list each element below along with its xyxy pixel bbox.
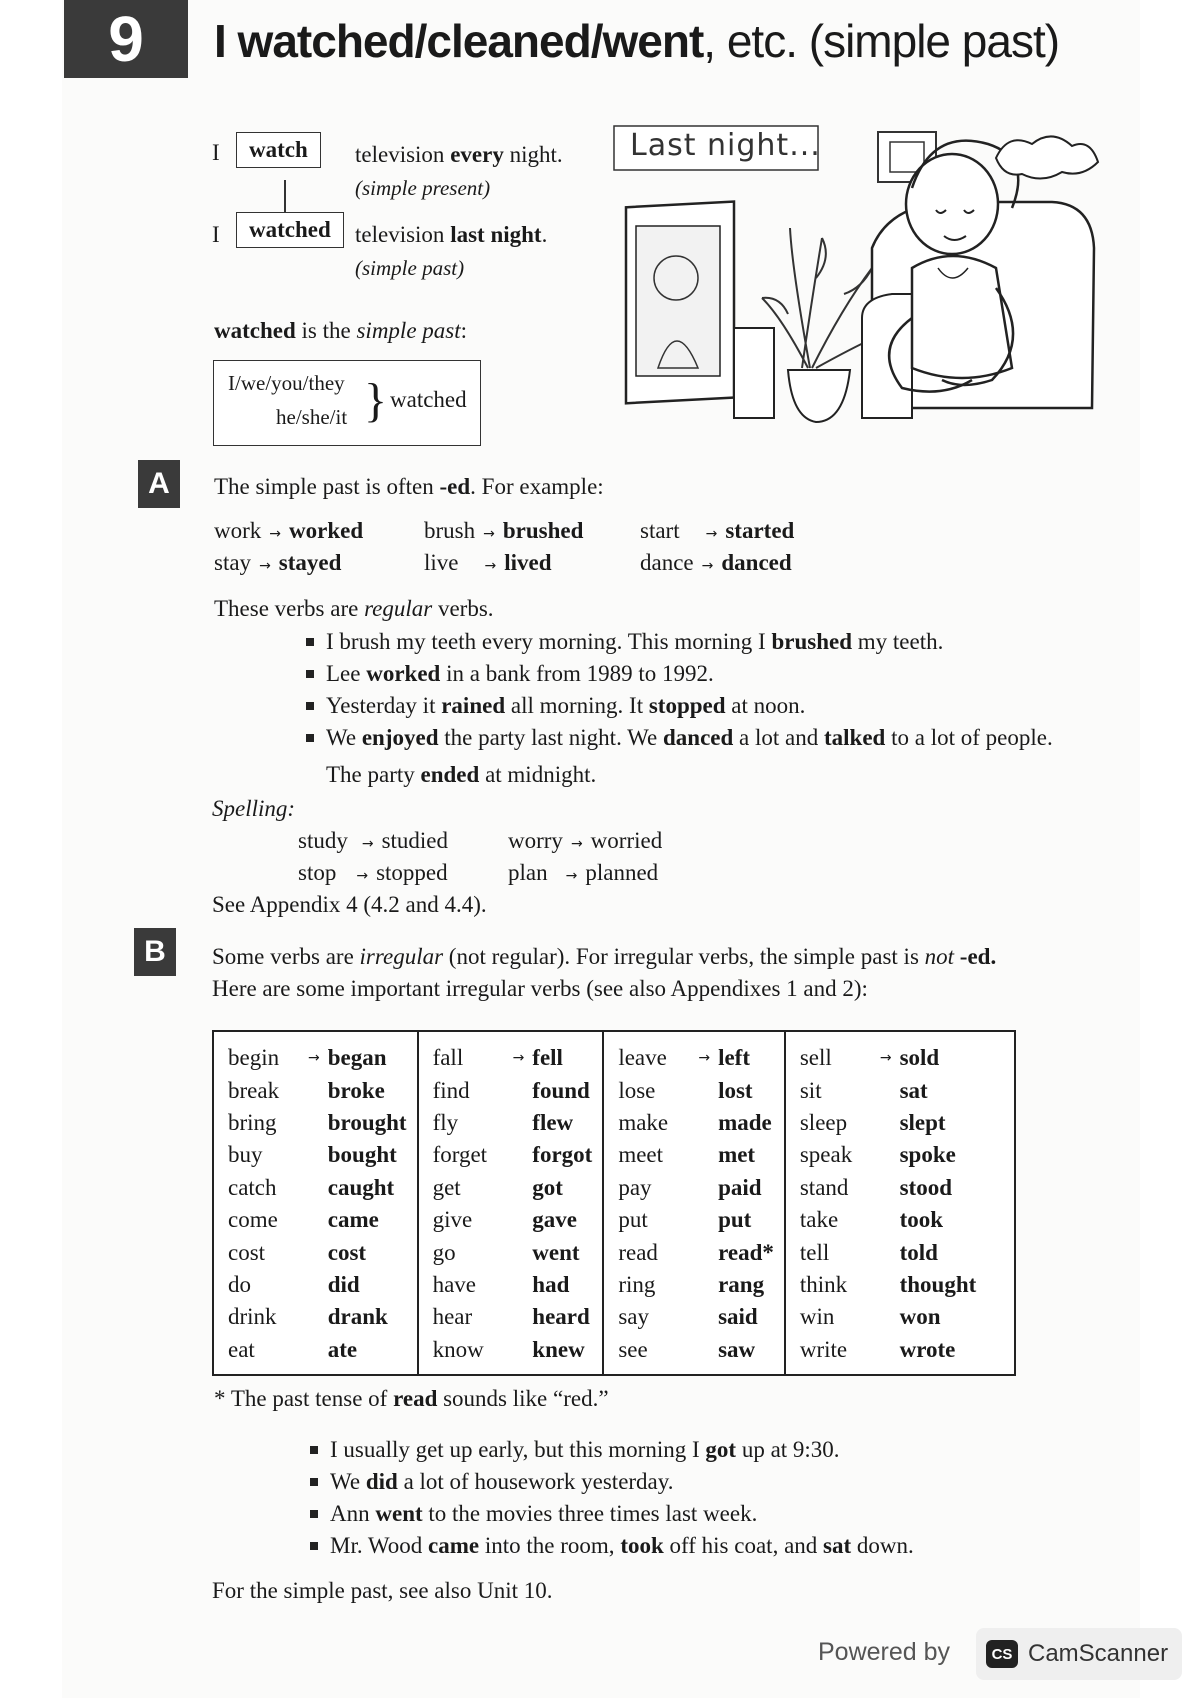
list-item: We did a lot of housework yesterday. (308, 1466, 1108, 1498)
intro-row1-text-a: television (355, 142, 451, 167)
verb-pair: say said (618, 1304, 758, 1330)
verb-pair: drink drank (228, 1304, 388, 1330)
verb-pair: get got (432, 1174, 563, 1200)
example-past: stayed (278, 550, 342, 575)
regular-note (214, 596, 494, 622)
arrow-icon: → (484, 558, 497, 574)
arrow-icon: → (570, 836, 583, 852)
intro-row1-text-b: every (450, 142, 504, 167)
example-base: live (424, 550, 459, 575)
verb-pair: sit sat (799, 1077, 928, 1103)
verb-pair: put put (618, 1207, 752, 1233)
verb-pair: see saw (618, 1336, 756, 1362)
example-base: dance (640, 550, 694, 575)
example-pair (424, 518, 583, 544)
verb-pair: win won (799, 1304, 941, 1330)
arrow-icon: → (701, 558, 714, 574)
arrow-icon: → (308, 1050, 320, 1067)
pronoun-box-line1: I/we/you/they (228, 371, 345, 395)
spelling-pair: worry → worried (508, 828, 663, 853)
verb-pair: sleep slept (799, 1109, 946, 1135)
illustration (612, 118, 1102, 436)
verb-pair: fly flew (432, 1109, 574, 1135)
section-b-letter: B (134, 928, 176, 976)
intro-row1-sentence (355, 142, 563, 168)
example-base: stay (214, 550, 252, 575)
list-item: I brush my teeth every morning. This morning I brushed my teeth. (304, 626, 1124, 658)
example-past: worked (289, 518, 364, 543)
spelling-label: Spelling: (212, 796, 296, 821)
section-b-examples (308, 1434, 1108, 1562)
example-pair (424, 550, 552, 576)
verb-pair: write wrote (799, 1336, 956, 1362)
intro-row2-text-a: television (355, 222, 451, 247)
example-pair (640, 550, 792, 576)
verb-pair: read read* (618, 1239, 774, 1265)
intro-row1-verb-box (236, 132, 321, 168)
arrow-icon: → (879, 1050, 892, 1067)
verb-pair: give gave (432, 1207, 578, 1233)
verb-pair: meet met (618, 1142, 756, 1168)
verb-pair: leave → left (618, 1045, 750, 1071)
verb-pair: think thought (799, 1271, 977, 1297)
example-base: start (640, 518, 680, 543)
pronoun-box-verb: watched (390, 387, 467, 412)
camscanner-brand: CamScanner (1028, 1640, 1169, 1667)
verb-pair: come came (228, 1207, 379, 1233)
unit-title-bold: I watched/cleaned/went (214, 15, 704, 67)
pronoun-box (213, 360, 481, 446)
verb-pair: have had (432, 1271, 570, 1297)
section-a-lead (214, 474, 604, 500)
intro-row2-verb: watched (236, 212, 344, 248)
intro-row2-sentence (355, 222, 547, 248)
section-a-letter: A (138, 460, 180, 508)
verb-group (785, 1031, 1015, 1375)
see-also-note: For the simple past, see also Unit 10. (212, 1578, 553, 1603)
verb-pair: know knew (432, 1336, 585, 1362)
watched-word: watched (214, 318, 296, 343)
camscanner-logo-icon: CS (986, 1640, 1018, 1668)
example-base: work (214, 518, 262, 543)
watched-definition (214, 318, 467, 344)
verb-pair: forget forgot (432, 1142, 593, 1168)
verb-pair: lose lost (618, 1077, 753, 1103)
verb-pair: hear heard (432, 1304, 590, 1330)
unit-number: 9 (64, 0, 188, 78)
list-item: Lee worked in a bank from 1989 to 1992. (304, 658, 1124, 690)
verb-pair: tell told (799, 1239, 938, 1265)
section-a-lead-c: . For example: (470, 474, 604, 499)
verb-pair: take took (799, 1207, 944, 1233)
camscanner-badge (976, 1628, 1182, 1680)
verb-pair: speak spoke (799, 1142, 956, 1168)
watched-simple-past: simple past (356, 318, 461, 343)
section-b-line1: Some verbs are irregular (not regular). For irregular verbs, the simple past is not -ed. (212, 944, 997, 969)
example-past: started (725, 518, 795, 543)
unit-title-rest: , etc. (simple past) (703, 15, 1060, 67)
verb-pair: sell → sold (799, 1045, 940, 1071)
list-item: Mr. Wood came into the room, took off his coat, and sat down. (308, 1530, 1108, 1562)
woman-watching-tv-illustration (612, 118, 1102, 436)
section-a-examples (304, 626, 1124, 754)
intro-row2-label: (simple past) (355, 256, 465, 280)
verb-pair: begin → began (228, 1045, 387, 1071)
verb-pair: bring brought (228, 1109, 407, 1135)
arrow-icon: → (269, 526, 282, 542)
example-past: brushed (502, 518, 584, 543)
example-pair (640, 518, 794, 544)
arrow-icon: → (259, 558, 271, 574)
list-item: Yesterday it rained all morning. It stopped at noon. (304, 690, 1124, 722)
illustration-caption: Last night... (630, 128, 821, 163)
brace-icon: } (364, 374, 388, 427)
verb-pair: buy bought (228, 1142, 397, 1168)
irregular-verbs-table (212, 1030, 1016, 1376)
list-item-continuation: The party ended at midnight. (326, 762, 597, 787)
verb-pair: find found (432, 1077, 590, 1103)
spelling-pair: study → studied (298, 828, 449, 853)
arrow-icon: → (565, 868, 578, 884)
regular-a: These verbs are (214, 596, 365, 621)
regular-b: regular (364, 596, 433, 621)
intro-row1-verb: watch (236, 132, 321, 168)
section-a-lead-a: The simple past is often (214, 474, 440, 499)
spelling-pair: plan → planned (508, 860, 659, 885)
intro-row1-text-c: night. (503, 142, 563, 167)
scan-right-margin (1140, 0, 1200, 1698)
verb-pair: make made (618, 1109, 772, 1135)
scan-left-margin (0, 0, 62, 1698)
regular-c: verbs. (432, 596, 494, 621)
verb-pair: go went (432, 1239, 580, 1265)
appendix-note: See Appendix 4 (4.2 and 4.4). (212, 892, 487, 917)
intro-row2-pronoun: I (212, 222, 220, 247)
connector-line (284, 180, 286, 212)
arrow-icon: → (698, 1050, 711, 1067)
verb-pair: catch caught (228, 1174, 395, 1200)
verb-pair: stand stood (799, 1174, 952, 1200)
arrow-icon: → (512, 1050, 525, 1067)
powered-by-label: Powered by (818, 1638, 951, 1666)
verb-group (603, 1031, 785, 1375)
verb-pair: do did (228, 1271, 360, 1297)
list-item: Ann went to the movies three times last week. (308, 1498, 1108, 1530)
example-base: brush (424, 518, 476, 543)
unit-title (214, 14, 1059, 68)
arrow-icon: → (705, 526, 718, 542)
read-footnote: * The past tense of read sounds like “red.” (214, 1386, 609, 1411)
verb-group (213, 1031, 418, 1375)
intro-row2-text-b: last night (450, 222, 542, 247)
verb-group (418, 1031, 604, 1375)
verb-pair: cost cost (228, 1239, 367, 1265)
list-item: I usually get up early, but this morning I got up at 9:30. (308, 1434, 1108, 1466)
verb-pair: pay paid (618, 1174, 762, 1200)
intro-row1-pronoun: I (212, 140, 220, 165)
intro-row1-label: (simple present) (355, 176, 491, 200)
verb-pair: ring rang (618, 1271, 765, 1297)
example-pair (214, 550, 341, 576)
example-pair (214, 518, 363, 544)
pronoun-box-line2: he/she/it (276, 405, 348, 429)
verb-pair: break broke (228, 1077, 385, 1103)
watched-colon: : (460, 318, 468, 343)
section-a-lead-b: -ed (439, 474, 471, 499)
section-b-line2: Here are some important irregular verbs (see also Appendixes 1 and 2): (212, 976, 868, 1001)
arrow-icon: → (483, 526, 495, 542)
verb-pair: fall → fell (432, 1045, 563, 1071)
spelling-pair: stop → stopped (298, 860, 448, 885)
watched-is: is the (295, 318, 357, 343)
verb-pair: eat ate (228, 1336, 358, 1362)
example-past: danced (721, 550, 792, 575)
list-item: We enjoyed the party last night. We danced a lot and talked to a lot of people. (304, 722, 1124, 754)
intro-row2-text-c: . (541, 222, 548, 247)
arrow-icon: → (356, 868, 369, 884)
example-past: lived (504, 550, 552, 575)
intro-row2-verb-box (236, 212, 344, 248)
arrow-icon: → (361, 836, 374, 852)
